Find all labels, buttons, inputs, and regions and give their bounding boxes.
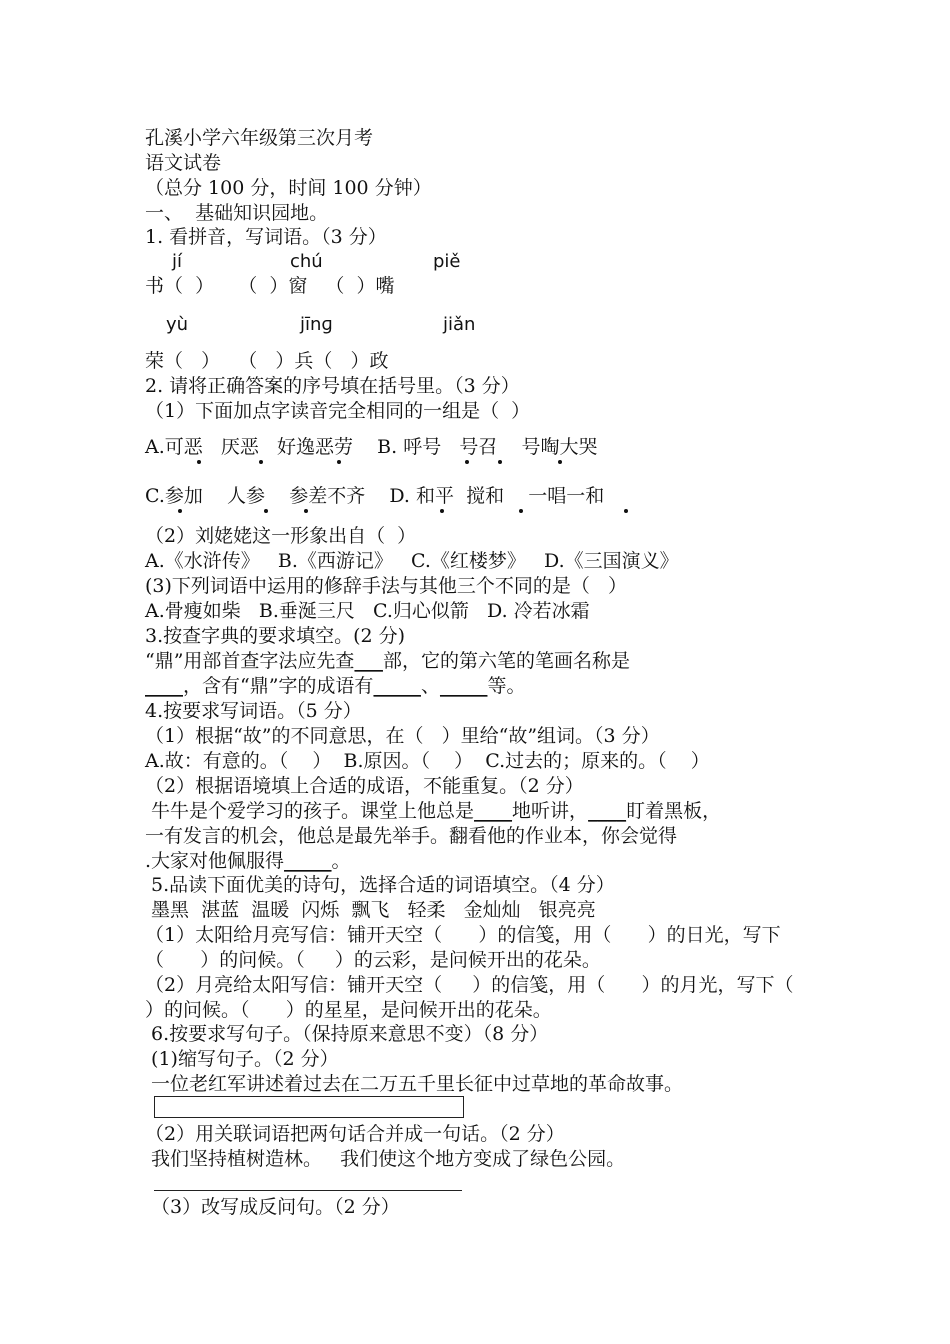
pinyin-jian: jiǎn: [443, 314, 476, 335]
emphasis-dot: [264, 509, 268, 513]
q3-text: ，含有“鼎”字的成语有: [183, 675, 374, 697]
q1-line2: 荣（ ） （ ）兵（ ）政: [145, 350, 389, 372]
q6-sentence-1: 一位老红军讲述着过去在二万五千里长征中过草地的革命故事。: [145, 1073, 684, 1095]
emphasis-dot: [465, 460, 469, 464]
q2-sub3: (3)下列词语中运用的修辞手法与其他三个不同的是（ ）: [145, 575, 628, 597]
blank-line[interactable]: _____: [373, 675, 421, 697]
q3-line1: [145, 649, 630, 673]
q3-title: 3.按查字典的要求填空。(2 分): [145, 625, 406, 647]
emphasis-dot: [259, 460, 263, 464]
blank-line[interactable]: _____: [439, 675, 488, 697]
pinyin-jing: jīnɡ: [300, 314, 333, 335]
q4-text: 牛牛是个爱学习的孩子。课堂上他总是: [145, 800, 475, 822]
blank-line[interactable]: ____: [145, 675, 183, 697]
q2-sub2: （2）刘姥姥这一形象出自（ ）: [145, 525, 417, 547]
subject-title: 语文试卷: [145, 152, 222, 174]
q4-paragraph-1: [145, 799, 721, 823]
blank-line[interactable]: ___: [354, 650, 383, 672]
emphasis-dot: [197, 460, 201, 464]
q5-sub1-line2: （ ）的问候。（ ）的云彩，是问候开出的花朵。: [145, 949, 601, 971]
q5-title: 5.品读下面优美的诗句，选择合适的词语填空。（4 分）: [145, 874, 615, 896]
pinyin-yu: yù: [166, 314, 189, 335]
pinyin-chu: chú: [290, 251, 323, 272]
q1-line1: 书（ ） （ ）窗 （ ）嘴: [145, 275, 395, 297]
emphasis-dot: [178, 509, 182, 513]
q6-title: 6.按要求写句子。（保持原来意思不变）（8 分）: [145, 1023, 549, 1045]
q4-text: 地听讲，: [512, 800, 589, 822]
q2-options-3: A.骨瘦如柴 B.垂涎三尺 C.归心似箭 D. 冷若冰霜: [145, 600, 590, 622]
q2-options-2: A.《水浒传》 B.《西游记》 C.《红楼梦》 D.《三国演义》: [145, 550, 679, 572]
q2-title: 2. 请将正确答案的序号填在括号里。（3 分）: [145, 375, 520, 397]
q2-options-cd: C.参加 人参 参差不齐 D. 和平 搅和 一唱一和: [145, 485, 605, 507]
q4-paragraph-3: [145, 849, 351, 873]
q3-text: 、: [420, 675, 440, 697]
q5-sub2-line2: ）的问候。（ ）的星星，是问候开出的花朵。: [145, 999, 552, 1021]
emphasis-dot: [624, 509, 628, 513]
answer-box[interactable]: [154, 1096, 464, 1118]
emphasis-dot: [558, 460, 562, 464]
emphasis-dot: [519, 509, 523, 513]
pinyin-ji: jí: [172, 251, 183, 272]
q4-sub1: （1）根据“故”的不同意思，在（ ）里给“故”组词。（3 分）: [145, 725, 660, 747]
q4-text: 盯着黑板，: [626, 800, 722, 822]
exam-info: （总分 100 分，时间 100 分钟）: [145, 177, 432, 199]
pinyin-pie: piě: [433, 251, 461, 272]
q4-text: 。: [331, 850, 351, 872]
q6-sub2: （2）用关联词语把两句话合并成一句话。（2 分）: [145, 1123, 565, 1145]
q4-title: 4.按要求写词语。（5 分）: [145, 700, 362, 722]
q5-sub1-line1: （1）太阳给月亮写信：铺开天空（ ）的信笺，用（ ）的日光，写下: [145, 924, 781, 946]
q3-text: 等。: [487, 675, 526, 697]
emphasis-dot: [440, 509, 444, 513]
section-one-title: 一、 基础知识园地。: [145, 202, 329, 224]
q3-line2: [145, 674, 525, 698]
q5-sub2-line1: （2）月亮给太阳写信：铺开天空（ ）的信笺，用（ ）的月光，写下（: [145, 974, 794, 996]
q6-sub1: (1)缩写句子。（2 分）: [145, 1048, 339, 1070]
q4-sub2: （2）根据语境填上合适的成语，不能重复。（2 分）: [145, 775, 584, 797]
blank-line[interactable]: ____: [474, 800, 513, 822]
q6-sentence-2: 我们坚持植树造林。 我们使这个地方变成了绿色公园。: [145, 1148, 626, 1170]
q2-sub1: （1）下面加点字读音完全相同的一组是（ ）: [145, 400, 531, 422]
q4-text: .大家对他佩服得: [145, 850, 285, 872]
q3-text: “鼎”用部首查字法应先查: [145, 650, 355, 672]
q1-title: 1. 看拼音，写词语。（3 分）: [145, 226, 387, 248]
q5-word-bank: 墨黑 湛蓝 温暖 闪烁 飘飞 轻柔 金灿灿 银亮亮: [145, 899, 596, 921]
q6-sub3: （3）改写成反问句。（2 分）: [145, 1196, 400, 1218]
school-title: 孔溪小学六年级第三次月考: [145, 127, 374, 149]
emphasis-dot: [337, 460, 341, 464]
q3-text: 部，它的第六笔的笔画名称是: [382, 650, 630, 672]
blank-line[interactable]: _____: [284, 850, 332, 872]
blank-line[interactable]: ____: [588, 800, 627, 822]
q4-options-1: A.故：有意的。（ ） B.原因。（ ） C.过去的；原来的。（ ）: [145, 750, 710, 772]
q2-options-ab: A.可恶 厌恶 好逸恶劳 B. 呼号 号召 号啕大哭: [145, 436, 598, 458]
answer-line[interactable]: [154, 1190, 462, 1191]
emphasis-dot: [304, 509, 308, 513]
emphasis-dot: [498, 460, 502, 464]
q4-paragraph-2: 一有发言的机会，他总是最先举手。翻看他的作业本，你会觉得: [145, 825, 678, 847]
